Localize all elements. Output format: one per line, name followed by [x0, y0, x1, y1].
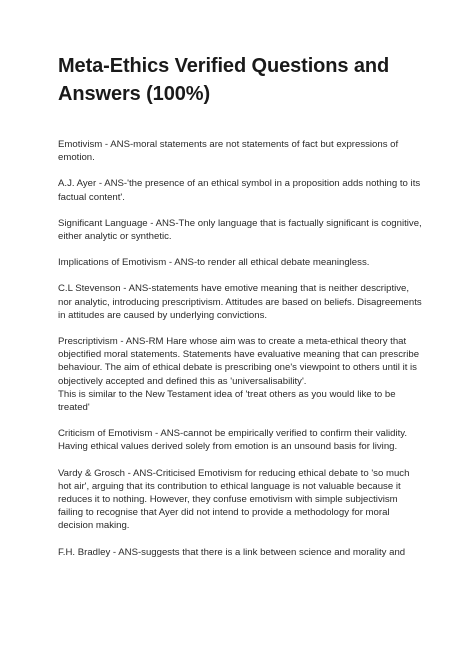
entry-aj-ayer: A.J. Ayer - ANS-'the presence of an ethical symbol in a proposition adds nothing to its factual content'.: [58, 178, 421, 203]
entry-criticism-of-emotivism: Criticism of Emotivism - ANS-cannot be empirically verified to confirm their validity. Having ethical values derived solely from emotion is an unsound basis for living.: [58, 428, 408, 453]
entry-implications-of-emotivism: Implications of Emotivism - ANS-to render all ethical debate meaningless.: [58, 257, 370, 269]
entry-vardy-grosch: Vardy & Grosch - ANS-Criticised Emotivism for reducing ethical debate to 'so much hot air', arguing that its contribution to ethical language is not valuable because it reduces it to nothing. However, they confuse emotivism with simple subjectivism failing to recognise that Ayer did not intend to provide a methodology for moral decision making.: [58, 467, 410, 532]
entry-list: [58, 138, 422, 559]
entry-cl-stevenson: C.L Stevenson - ANS-statements have emotive meaning that is neither descriptive, nor analytic, introducing prescriptivism. Attitudes are based on beliefs. Disagreements in attitudes are caused by underlying convictions.: [58, 283, 422, 321]
document-title: Meta-Ethics Verified Questions and Answers (100%): [58, 55, 390, 105]
entry-significant-language: Significant Language - ANS-The only language that is factually significant is cognitive, either analytic or synthetic.: [58, 217, 422, 243]
entry-prescriptivism: Prescriptivism - ANS-RM Hare whose aim was to create a meta-ethical theory that objectified moral statements. Statements have evaluative meaning that can prescribe behaviour. The aim of ethical debate is prescribing one's viewpoint to others until it is objectively accepted and defined this as 'universalisability'. This is similar to the New Testament idea of 'treat others as you would like to be treated': [58, 336, 420, 414]
entry-fh-bradley: F.H. Bradley - ANS-suggests that there is a link between science and morality and: [58, 546, 406, 558]
entry-emotivism: Emotivism - ANS-moral statements are not statements of fact but expressions of emotion.: [58, 139, 399, 164]
